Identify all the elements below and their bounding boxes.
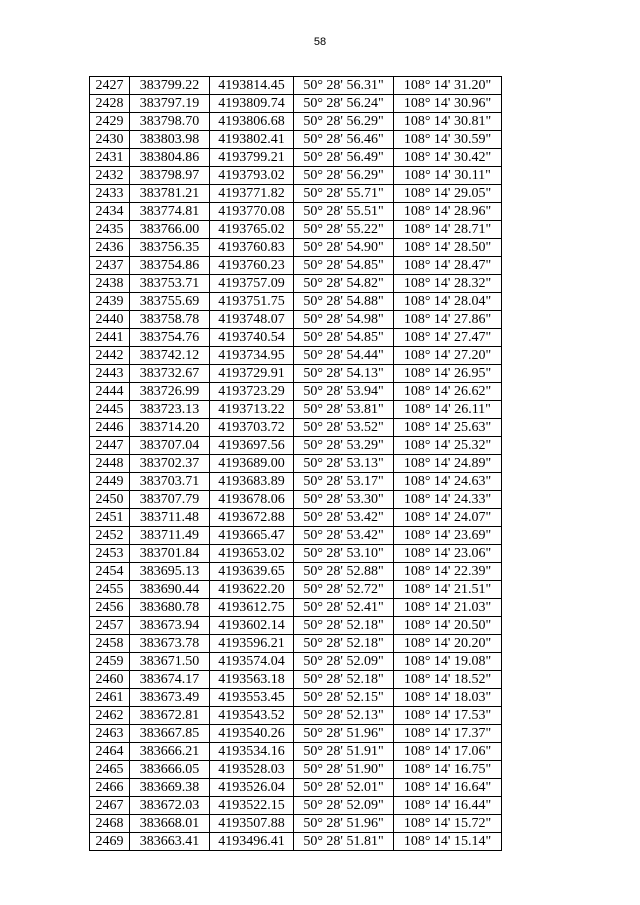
y-coordinate-cell: 4193770.08 <box>210 203 294 221</box>
y-coordinate-cell: 4193665.47 <box>210 527 294 545</box>
latitude-cell: 50° 28' 53.13" <box>294 455 394 473</box>
point-id-cell: 2461 <box>90 689 130 707</box>
y-coordinate-cell: 4193672.88 <box>210 509 294 527</box>
point-id-cell: 2455 <box>90 581 130 599</box>
x-coordinate-cell: 383798.97 <box>130 167 210 185</box>
table-row <box>90 797 502 815</box>
y-coordinate-cell: 4193760.83 <box>210 239 294 257</box>
y-coordinate-cell: 4193748.07 <box>210 311 294 329</box>
table-row <box>90 761 502 779</box>
latitude-cell: 50° 28' 52.18" <box>294 671 394 689</box>
y-coordinate-cell: 4193814.45 <box>210 77 294 95</box>
latitude-cell: 50° 28' 53.30" <box>294 491 394 509</box>
longitude-cell: 108° 14' 29.05" <box>394 185 502 203</box>
y-coordinate-cell: 4193713.22 <box>210 401 294 419</box>
table-row <box>90 365 502 383</box>
longitude-cell: 108° 14' 19.08" <box>394 653 502 671</box>
point-id-cell: 2460 <box>90 671 130 689</box>
latitude-cell: 50° 28' 52.15" <box>294 689 394 707</box>
table-row <box>90 95 502 113</box>
table-row <box>90 725 502 743</box>
longitude-cell: 108° 14' 28.50" <box>394 239 502 257</box>
table-row <box>90 617 502 635</box>
latitude-cell: 50° 28' 54.44" <box>294 347 394 365</box>
latitude-cell: 50° 28' 51.96" <box>294 815 394 833</box>
table-row <box>90 581 502 599</box>
table-row <box>90 77 502 95</box>
latitude-cell: 50° 28' 53.42" <box>294 509 394 527</box>
latitude-cell: 50° 28' 54.85" <box>294 329 394 347</box>
x-coordinate-cell: 383672.81 <box>130 707 210 725</box>
point-id-cell: 2467 <box>90 797 130 815</box>
latitude-cell: 50° 28' 55.71" <box>294 185 394 203</box>
point-id-cell: 2454 <box>90 563 130 581</box>
x-coordinate-cell: 383754.76 <box>130 329 210 347</box>
table-row <box>90 347 502 365</box>
table-row <box>90 149 502 167</box>
point-id-cell: 2434 <box>90 203 130 221</box>
latitude-cell: 50° 28' 51.91" <box>294 743 394 761</box>
x-coordinate-cell: 383766.00 <box>130 221 210 239</box>
longitude-cell: 108° 14' 20.50" <box>394 617 502 635</box>
table-row <box>90 599 502 617</box>
latitude-cell: 50° 28' 56.49" <box>294 149 394 167</box>
latitude-cell: 50° 28' 54.98" <box>294 311 394 329</box>
longitude-cell: 108° 14' 28.47" <box>394 257 502 275</box>
x-coordinate-cell: 383673.49 <box>130 689 210 707</box>
longitude-cell: 108° 14' 24.89" <box>394 455 502 473</box>
y-coordinate-cell: 4193678.06 <box>210 491 294 509</box>
x-coordinate-cell: 383690.44 <box>130 581 210 599</box>
longitude-cell: 108° 14' 23.69" <box>394 527 502 545</box>
table-row <box>90 743 502 761</box>
latitude-cell: 50° 28' 52.88" <box>294 563 394 581</box>
table-row <box>90 113 502 131</box>
table-row <box>90 257 502 275</box>
y-coordinate-cell: 4193522.15 <box>210 797 294 815</box>
x-coordinate-cell: 383702.37 <box>130 455 210 473</box>
table-row <box>90 635 502 653</box>
point-id-cell: 2444 <box>90 383 130 401</box>
y-coordinate-cell: 4193723.29 <box>210 383 294 401</box>
point-id-cell: 2442 <box>90 347 130 365</box>
latitude-cell: 50° 28' 53.17" <box>294 473 394 491</box>
latitude-cell: 50° 28' 53.81" <box>294 401 394 419</box>
x-coordinate-cell: 383754.86 <box>130 257 210 275</box>
x-coordinate-cell: 383671.50 <box>130 653 210 671</box>
latitude-cell: 50° 28' 54.13" <box>294 365 394 383</box>
y-coordinate-cell: 4193534.16 <box>210 743 294 761</box>
latitude-cell: 50° 28' 56.29" <box>294 167 394 185</box>
point-id-cell: 2452 <box>90 527 130 545</box>
point-id-cell: 2468 <box>90 815 130 833</box>
y-coordinate-cell: 4193563.18 <box>210 671 294 689</box>
table-row <box>90 671 502 689</box>
y-coordinate-cell: 4193639.65 <box>210 563 294 581</box>
latitude-cell: 50° 28' 52.72" <box>294 581 394 599</box>
y-coordinate-cell: 4193765.02 <box>210 221 294 239</box>
table-row <box>90 563 502 581</box>
latitude-cell: 50° 28' 52.13" <box>294 707 394 725</box>
y-coordinate-cell: 4193543.52 <box>210 707 294 725</box>
point-id-cell: 2462 <box>90 707 130 725</box>
table-row <box>90 491 502 509</box>
x-coordinate-cell: 383701.84 <box>130 545 210 563</box>
coordinates-table <box>89 76 502 851</box>
y-coordinate-cell: 4193757.09 <box>210 275 294 293</box>
point-id-cell: 2464 <box>90 743 130 761</box>
x-coordinate-cell: 383798.70 <box>130 113 210 131</box>
x-coordinate-cell: 383674.17 <box>130 671 210 689</box>
longitude-cell: 108° 14' 26.11" <box>394 401 502 419</box>
x-coordinate-cell: 383707.79 <box>130 491 210 509</box>
longitude-cell: 108° 14' 30.96" <box>394 95 502 113</box>
table-row <box>90 455 502 473</box>
table-row <box>90 383 502 401</box>
x-coordinate-cell: 383753.71 <box>130 275 210 293</box>
point-id-cell: 2459 <box>90 653 130 671</box>
x-coordinate-cell: 383680.78 <box>130 599 210 617</box>
table-row <box>90 689 502 707</box>
latitude-cell: 50° 28' 53.29" <box>294 437 394 455</box>
y-coordinate-cell: 4193802.41 <box>210 131 294 149</box>
longitude-cell: 108° 14' 23.06" <box>394 545 502 563</box>
latitude-cell: 50° 28' 51.90" <box>294 761 394 779</box>
x-coordinate-cell: 383711.48 <box>130 509 210 527</box>
y-coordinate-cell: 4193507.88 <box>210 815 294 833</box>
latitude-cell: 50° 28' 52.09" <box>294 653 394 671</box>
longitude-cell: 108° 14' 24.07" <box>394 509 502 527</box>
x-coordinate-cell: 383668.01 <box>130 815 210 833</box>
x-coordinate-cell: 383799.22 <box>130 77 210 95</box>
y-coordinate-cell: 4193740.54 <box>210 329 294 347</box>
point-id-cell: 2447 <box>90 437 130 455</box>
x-coordinate-cell: 383667.85 <box>130 725 210 743</box>
point-id-cell: 2463 <box>90 725 130 743</box>
y-coordinate-cell: 4193793.02 <box>210 167 294 185</box>
x-coordinate-cell: 383672.03 <box>130 797 210 815</box>
table-row <box>90 473 502 491</box>
table-row <box>90 275 502 293</box>
x-coordinate-cell: 383666.21 <box>130 743 210 761</box>
x-coordinate-cell: 383804.86 <box>130 149 210 167</box>
y-coordinate-cell: 4193703.72 <box>210 419 294 437</box>
latitude-cell: 50° 28' 55.51" <box>294 203 394 221</box>
y-coordinate-cell: 4193612.75 <box>210 599 294 617</box>
x-coordinate-cell: 383695.13 <box>130 563 210 581</box>
table-row <box>90 311 502 329</box>
point-id-cell: 2433 <box>90 185 130 203</box>
point-id-cell: 2451 <box>90 509 130 527</box>
point-id-cell: 2432 <box>90 167 130 185</box>
longitude-cell: 108° 14' 27.20" <box>394 347 502 365</box>
table-row <box>90 527 502 545</box>
y-coordinate-cell: 4193622.20 <box>210 581 294 599</box>
table-row <box>90 185 502 203</box>
x-coordinate-cell: 383663.41 <box>130 833 210 851</box>
y-coordinate-cell: 4193799.21 <box>210 149 294 167</box>
table-row <box>90 779 502 797</box>
y-coordinate-cell: 4193809.74 <box>210 95 294 113</box>
longitude-cell: 108° 14' 24.63" <box>394 473 502 491</box>
y-coordinate-cell: 4193729.91 <box>210 365 294 383</box>
longitude-cell: 108° 14' 26.62" <box>394 383 502 401</box>
latitude-cell: 50° 28' 54.85" <box>294 257 394 275</box>
point-id-cell: 2458 <box>90 635 130 653</box>
longitude-cell: 108° 14' 15.14" <box>394 833 502 851</box>
longitude-cell: 108° 14' 20.20" <box>394 635 502 653</box>
table-row <box>90 221 502 239</box>
longitude-cell: 108° 14' 15.72" <box>394 815 502 833</box>
latitude-cell: 50° 28' 56.46" <box>294 131 394 149</box>
point-id-cell: 2438 <box>90 275 130 293</box>
latitude-cell: 50° 28' 56.24" <box>294 95 394 113</box>
longitude-cell: 108° 14' 21.03" <box>394 599 502 617</box>
longitude-cell: 108° 14' 30.81" <box>394 113 502 131</box>
x-coordinate-cell: 383673.94 <box>130 617 210 635</box>
point-id-cell: 2435 <box>90 221 130 239</box>
point-id-cell: 2466 <box>90 779 130 797</box>
y-coordinate-cell: 4193574.04 <box>210 653 294 671</box>
longitude-cell: 108° 14' 16.64" <box>394 779 502 797</box>
longitude-cell: 108° 14' 21.51" <box>394 581 502 599</box>
longitude-cell: 108° 14' 28.04" <box>394 293 502 311</box>
y-coordinate-cell: 4193596.21 <box>210 635 294 653</box>
point-id-cell: 2430 <box>90 131 130 149</box>
y-coordinate-cell: 4193806.68 <box>210 113 294 131</box>
point-id-cell: 2469 <box>90 833 130 851</box>
x-coordinate-cell: 383742.12 <box>130 347 210 365</box>
x-coordinate-cell: 383707.04 <box>130 437 210 455</box>
longitude-cell: 108° 14' 28.32" <box>394 275 502 293</box>
y-coordinate-cell: 4193528.03 <box>210 761 294 779</box>
longitude-cell: 108° 14' 16.75" <box>394 761 502 779</box>
table-row <box>90 329 502 347</box>
latitude-cell: 50° 28' 52.18" <box>294 617 394 635</box>
table-row <box>90 653 502 671</box>
longitude-cell: 108° 14' 25.32" <box>394 437 502 455</box>
point-id-cell: 2431 <box>90 149 130 167</box>
y-coordinate-cell: 4193496.41 <box>210 833 294 851</box>
x-coordinate-cell: 383669.38 <box>130 779 210 797</box>
table-row <box>90 509 502 527</box>
x-coordinate-cell: 383755.69 <box>130 293 210 311</box>
latitude-cell: 50° 28' 54.90" <box>294 239 394 257</box>
y-coordinate-cell: 4193689.00 <box>210 455 294 473</box>
point-id-cell: 2449 <box>90 473 130 491</box>
x-coordinate-cell: 383797.19 <box>130 95 210 113</box>
latitude-cell: 50° 28' 53.52" <box>294 419 394 437</box>
x-coordinate-cell: 383673.78 <box>130 635 210 653</box>
point-id-cell: 2440 <box>90 311 130 329</box>
point-id-cell: 2428 <box>90 95 130 113</box>
longitude-cell: 108° 14' 25.63" <box>394 419 502 437</box>
latitude-cell: 50° 28' 52.41" <box>294 599 394 617</box>
table-row <box>90 293 502 311</box>
latitude-cell: 50° 28' 52.09" <box>294 797 394 815</box>
latitude-cell: 50° 28' 56.29" <box>294 113 394 131</box>
x-coordinate-cell: 383781.21 <box>130 185 210 203</box>
y-coordinate-cell: 4193683.89 <box>210 473 294 491</box>
point-id-cell: 2439 <box>90 293 130 311</box>
y-coordinate-cell: 4193602.14 <box>210 617 294 635</box>
y-coordinate-cell: 4193653.02 <box>210 545 294 563</box>
table-row <box>90 707 502 725</box>
point-id-cell: 2436 <box>90 239 130 257</box>
x-coordinate-cell: 383756.35 <box>130 239 210 257</box>
longitude-cell: 108° 14' 16.44" <box>394 797 502 815</box>
longitude-cell: 108° 14' 17.37" <box>394 725 502 743</box>
longitude-cell: 108° 14' 17.06" <box>394 743 502 761</box>
x-coordinate-cell: 383732.67 <box>130 365 210 383</box>
table-row <box>90 545 502 563</box>
x-coordinate-cell: 383726.99 <box>130 383 210 401</box>
x-coordinate-cell: 383723.13 <box>130 401 210 419</box>
point-id-cell: 2456 <box>90 599 130 617</box>
latitude-cell: 50° 28' 54.88" <box>294 293 394 311</box>
latitude-cell: 50° 28' 52.01" <box>294 779 394 797</box>
x-coordinate-cell: 383803.98 <box>130 131 210 149</box>
x-coordinate-cell: 383758.78 <box>130 311 210 329</box>
x-coordinate-cell: 383774.81 <box>130 203 210 221</box>
table-row <box>90 239 502 257</box>
point-id-cell: 2453 <box>90 545 130 563</box>
longitude-cell: 108° 14' 30.42" <box>394 149 502 167</box>
point-id-cell: 2457 <box>90 617 130 635</box>
longitude-cell: 108° 14' 18.52" <box>394 671 502 689</box>
point-id-cell: 2443 <box>90 365 130 383</box>
longitude-cell: 108° 14' 24.33" <box>394 491 502 509</box>
latitude-cell: 50° 28' 53.94" <box>294 383 394 401</box>
longitude-cell: 108° 14' 28.96" <box>394 203 502 221</box>
latitude-cell: 50° 28' 51.81" <box>294 833 394 851</box>
y-coordinate-cell: 4193771.82 <box>210 185 294 203</box>
point-id-cell: 2441 <box>90 329 130 347</box>
latitude-cell: 50° 28' 55.22" <box>294 221 394 239</box>
table-row <box>90 203 502 221</box>
point-id-cell: 2427 <box>90 77 130 95</box>
y-coordinate-cell: 4193751.75 <box>210 293 294 311</box>
point-id-cell: 2437 <box>90 257 130 275</box>
longitude-cell: 108° 14' 27.86" <box>394 311 502 329</box>
longitude-cell: 108° 14' 30.59" <box>394 131 502 149</box>
latitude-cell: 50° 28' 52.18" <box>294 635 394 653</box>
table-row <box>90 131 502 149</box>
longitude-cell: 108° 14' 18.03" <box>394 689 502 707</box>
latitude-cell: 50° 28' 53.10" <box>294 545 394 563</box>
latitude-cell: 50° 28' 51.96" <box>294 725 394 743</box>
x-coordinate-cell: 383711.49 <box>130 527 210 545</box>
coordinates-table-body <box>90 77 502 851</box>
latitude-cell: 50° 28' 53.42" <box>294 527 394 545</box>
table-row <box>90 437 502 455</box>
table-row <box>90 419 502 437</box>
latitude-cell: 50° 28' 54.82" <box>294 275 394 293</box>
longitude-cell: 108° 14' 28.71" <box>394 221 502 239</box>
table-row <box>90 833 502 851</box>
point-id-cell: 2448 <box>90 455 130 473</box>
longitude-cell: 108° 14' 31.20" <box>394 77 502 95</box>
point-id-cell: 2465 <box>90 761 130 779</box>
x-coordinate-cell: 383714.20 <box>130 419 210 437</box>
table-row <box>90 167 502 185</box>
y-coordinate-cell: 4193540.26 <box>210 725 294 743</box>
page-number: 58 <box>313 36 327 48</box>
x-coordinate-cell: 383666.05 <box>130 761 210 779</box>
point-id-cell: 2450 <box>90 491 130 509</box>
y-coordinate-cell: 4193760.23 <box>210 257 294 275</box>
y-coordinate-cell: 4193697.56 <box>210 437 294 455</box>
table-row <box>90 401 502 419</box>
latitude-cell: 50° 28' 56.31" <box>294 77 394 95</box>
y-coordinate-cell: 4193553.45 <box>210 689 294 707</box>
y-coordinate-cell: 4193734.95 <box>210 347 294 365</box>
longitude-cell: 108° 14' 26.95" <box>394 365 502 383</box>
x-coordinate-cell: 383703.71 <box>130 473 210 491</box>
longitude-cell: 108° 14' 22.39" <box>394 563 502 581</box>
longitude-cell: 108° 14' 17.53" <box>394 707 502 725</box>
y-coordinate-cell: 4193526.04 <box>210 779 294 797</box>
longitude-cell: 108° 14' 30.11" <box>394 167 502 185</box>
longitude-cell: 108° 14' 27.47" <box>394 329 502 347</box>
point-id-cell: 2445 <box>90 401 130 419</box>
point-id-cell: 2429 <box>90 113 130 131</box>
point-id-cell: 2446 <box>90 419 130 437</box>
table-row <box>90 815 502 833</box>
